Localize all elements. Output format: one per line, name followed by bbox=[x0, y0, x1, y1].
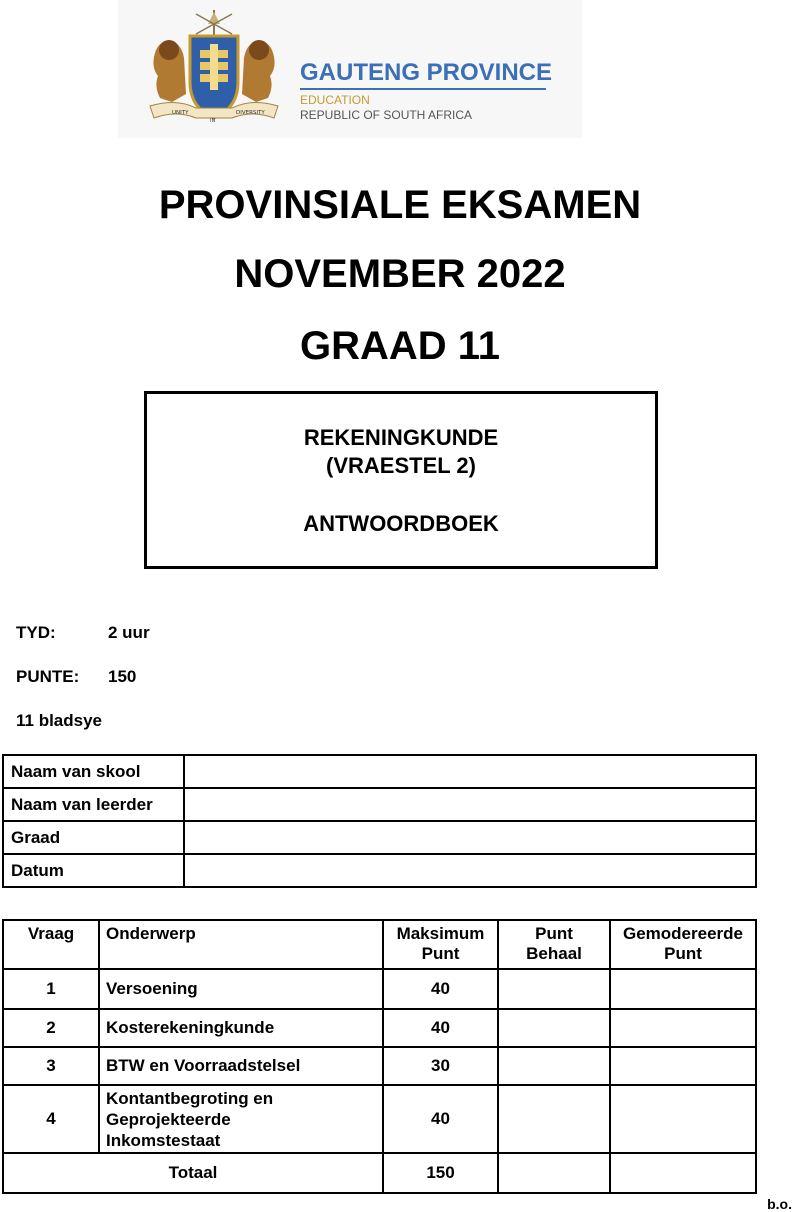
topic-line: Geprojekteerde bbox=[106, 1109, 231, 1129]
question-number: 4 bbox=[3, 1085, 99, 1153]
table-header-row bbox=[3, 920, 756, 969]
moderated-marks-cell[interactable] bbox=[610, 1047, 756, 1085]
subject-name: REKENINGKUNDE bbox=[303, 425, 499, 450]
header-max-marks bbox=[383, 920, 498, 969]
obtained-marks-cell[interactable] bbox=[498, 1009, 610, 1047]
header-max-line1: Maksimum bbox=[396, 924, 485, 943]
obtained-marks-cell[interactable] bbox=[498, 1085, 610, 1153]
header-marks-obtained bbox=[498, 920, 610, 969]
total-obtained-cell[interactable] bbox=[498, 1153, 610, 1193]
exam-title: PROVINSIALE EKSAMEN bbox=[158, 183, 642, 227]
question-number: 2 bbox=[3, 1009, 99, 1047]
moderated-marks-cell[interactable] bbox=[610, 969, 756, 1009]
logo-text bbox=[300, 60, 552, 123]
question-topic bbox=[99, 1085, 383, 1153]
header-moderated-marks bbox=[610, 920, 756, 969]
question-number: 1 bbox=[3, 969, 99, 1009]
total-label: Totaal bbox=[3, 1153, 383, 1193]
question-number: 3 bbox=[3, 1047, 99, 1085]
header-moderated-line2: Punt bbox=[664, 944, 702, 963]
max-marks: 30 bbox=[383, 1047, 498, 1085]
header-question: Vraag bbox=[3, 920, 99, 969]
coat-of-arms-logo bbox=[136, 6, 292, 130]
header-moderated-line1: Gemodereerde bbox=[623, 924, 743, 943]
logo-department: EDUCATION bbox=[300, 93, 370, 107]
marks-table bbox=[2, 919, 757, 1194]
topic-line: Inkomstestaat bbox=[106, 1130, 221, 1150]
time-label: TYD: bbox=[16, 623, 56, 642]
logo-country: REPUBLIC OF SOUTH AFRICA bbox=[300, 108, 473, 122]
obtained-marks-cell[interactable] bbox=[498, 969, 610, 1009]
logo-area bbox=[118, 0, 582, 138]
school-name-field[interactable] bbox=[184, 755, 756, 788]
marks-info bbox=[16, 667, 136, 687]
learner-name-label: Naam van leerder bbox=[3, 788, 184, 821]
total-row bbox=[3, 1153, 756, 1193]
moderated-marks-cell[interactable] bbox=[610, 1085, 756, 1153]
table-row bbox=[3, 1009, 756, 1047]
exam-date: NOVEMBER 2022 bbox=[234, 252, 566, 296]
topic-line: Kontantbegroting en bbox=[106, 1088, 274, 1108]
moderated-marks-cell[interactable] bbox=[610, 1009, 756, 1047]
grade-field[interactable] bbox=[184, 821, 756, 854]
grade-label: Graad bbox=[3, 821, 184, 854]
max-marks: 40 bbox=[383, 1085, 498, 1153]
motto-mid: IN bbox=[210, 118, 216, 124]
paper-number: (VRAESTEL 2) bbox=[326, 453, 476, 478]
max-marks: 40 bbox=[383, 1009, 498, 1047]
school-name-label: Naam van skool bbox=[3, 755, 184, 788]
learner-details-table bbox=[2, 754, 757, 888]
table-row bbox=[3, 854, 756, 887]
learner-name-field[interactable] bbox=[184, 788, 756, 821]
time-value: 2 uur bbox=[108, 623, 150, 642]
date-label: Datum bbox=[3, 854, 184, 887]
total-moderated-cell[interactable] bbox=[610, 1153, 756, 1193]
motto-right: DIVERSITY bbox=[236, 110, 265, 116]
time-info bbox=[16, 623, 150, 643]
booklet-type: ANTWOORDBOEK bbox=[303, 511, 499, 536]
subject-box bbox=[144, 391, 658, 569]
table-row bbox=[3, 788, 756, 821]
marks-value: 150 bbox=[108, 667, 137, 686]
marks-label: PUNTE: bbox=[16, 667, 80, 686]
page-count: 11 bladsye bbox=[16, 711, 103, 730]
question-topic: Kosterekeningkunde bbox=[99, 1009, 383, 1047]
max-marks: 40 bbox=[383, 969, 498, 1009]
header-topic: Onderwerp bbox=[99, 920, 383, 969]
please-turn-over: b.o. bbox=[767, 1196, 792, 1212]
question-topic: BTW en Voorraadstelsel bbox=[99, 1047, 383, 1085]
header-max-line2: Punt bbox=[421, 944, 460, 963]
exam-grade: GRAAD 11 bbox=[299, 324, 501, 368]
logo-title: GAUTENG PROVINCE bbox=[300, 59, 553, 86]
header-obtained-line1: Punt bbox=[535, 924, 573, 943]
table-row bbox=[3, 1085, 756, 1153]
logo-divider bbox=[300, 88, 546, 90]
table-row bbox=[3, 969, 756, 1009]
total-max-marks: 150 bbox=[383, 1153, 498, 1193]
table-row bbox=[3, 821, 756, 854]
date-field[interactable] bbox=[184, 854, 756, 887]
table-row bbox=[3, 1047, 756, 1085]
header-obtained-line2: Behaal bbox=[526, 944, 582, 963]
obtained-marks-cell[interactable] bbox=[498, 1047, 610, 1085]
table-row bbox=[3, 755, 756, 788]
question-topic: Versoening bbox=[99, 969, 383, 1009]
motto-left: UNITY bbox=[172, 110, 189, 116]
